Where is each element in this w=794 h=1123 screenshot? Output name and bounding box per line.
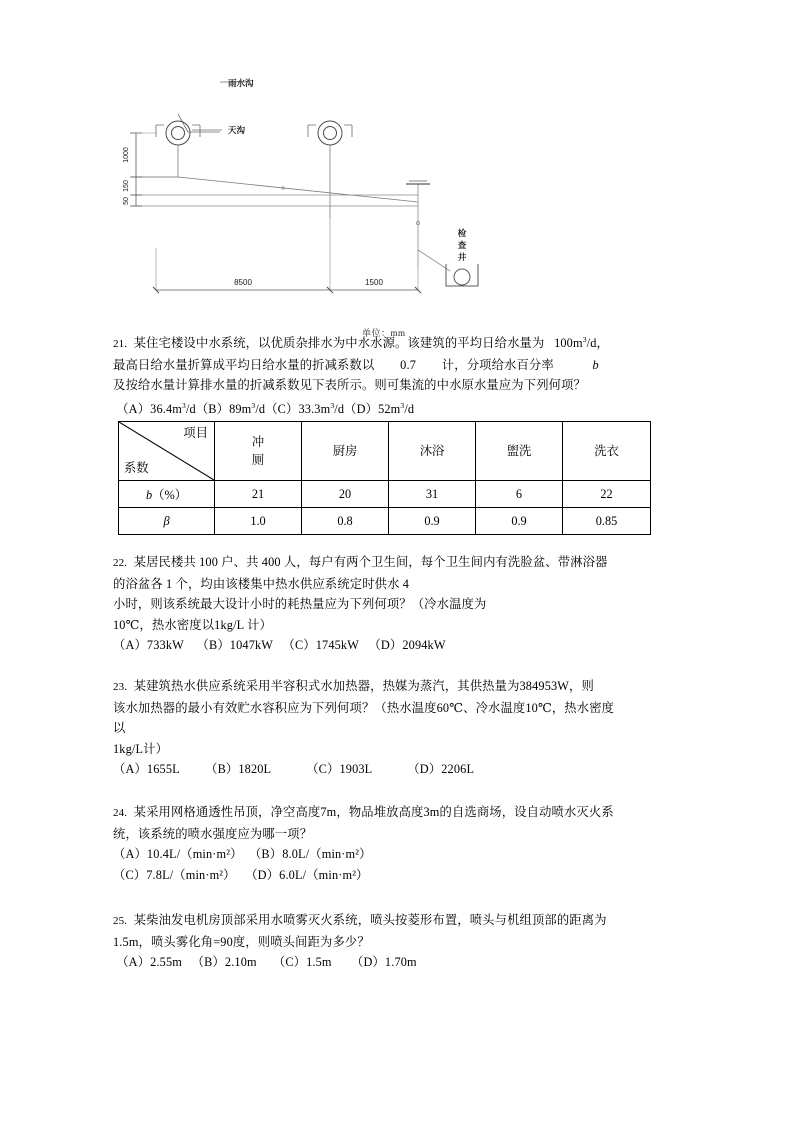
row-label-b: b（%）: [119, 481, 215, 508]
table-corner-cell: [119, 422, 215, 481]
q23-line-2: 该水加热器的最小有效贮水容积应为下列何项？（热水温度60℃、冷水温度10℃，热水密度: [113, 700, 615, 715]
table-corner-item-label: 项目: [183, 426, 208, 440]
question-21: [113, 330, 693, 420]
question-22: [113, 552, 693, 656]
table-header-guanxi: 盥洗: [476, 422, 563, 481]
cell-beta-guanxi: 0.9: [476, 508, 563, 535]
coefficient-table: [118, 421, 651, 535]
question-24: [113, 802, 693, 885]
q22-number: 22.: [113, 557, 128, 569]
table-header-chufang: 厨房: [302, 422, 389, 481]
q22-line-3: 小时，则该系统最大设计小时的耗热量应为下列何项？（冷水温度为: [113, 597, 487, 612]
cell-beta-chongce: 1.0: [215, 508, 302, 535]
q22-text-1: 某居民楼共 100 户、共 400 人，每户有两个卫生间，每个卫生间内有洗脸盆、带淋浴器: [133, 555, 608, 569]
q21-line-1: [113, 330, 693, 355]
cell-b-chufang: 20: [302, 481, 389, 508]
dim-1500: 1500: [365, 278, 383, 287]
label-sky-gutter: 天沟: [228, 125, 246, 135]
table-header-chongce: 冲 厕: [215, 422, 302, 481]
q24-line-1: [113, 802, 693, 824]
cell-beta-xiyi: 0.85: [563, 508, 651, 535]
table-row: [119, 481, 651, 508]
q21-line-3: 及按给水量计算排水量的折减系数见下表所示。则可集流的中水原水量应为下列何项？: [113, 378, 586, 393]
q21-line-2: 最高日给水量折算成平均日给水量的折减系数以 0.7 计，分项给水百分率 b: [113, 357, 599, 372]
dim-50: 50: [123, 197, 130, 205]
label-inspection-well-2: 查: [457, 240, 467, 250]
q25-line-2: 1.5m，喷头雾化角=90度，则喷头间距为多少？: [113, 934, 370, 949]
q23-options: （A）1655L （B）1820L （C）1903L （D）2206L: [113, 762, 475, 777]
cell-beta-muyu: 0.9: [389, 508, 476, 535]
cell-b-muyu: 31: [389, 481, 476, 508]
table-header-row: [119, 422, 651, 481]
q22-options: （A）733kW （B）1047kW （C）1745kW （D）2094kW: [113, 638, 446, 653]
cell-b-guanxi: 6: [476, 481, 563, 508]
dim-1000: 1000: [123, 147, 130, 163]
label-inspection-well-3: 井: [457, 252, 467, 262]
q24-options-2: （C）7.8L/（min·m²） （D）6.0L/（min·m²）: [113, 867, 369, 882]
label-rain-gutter: 雨水沟: [228, 78, 254, 88]
table-row: [119, 508, 651, 535]
label-inspection-well-1: 检: [457, 228, 467, 238]
table-corner-coef-label: 系数: [124, 461, 149, 475]
dim-8500: 8500: [234, 278, 252, 287]
q23-line-1: [113, 676, 693, 698]
q24-options-1: （A）10.4L/（min·m²） （B）8.0L/（min·m²）: [113, 847, 372, 862]
q21-options: $(A)36.4m^3/d(B)89m^3/d(C)33.3m^3/d(D)52m^3/d$: [113, 400, 415, 416]
q24-line-2: 统，该系统的喷水强度应为哪一项？: [113, 826, 313, 841]
q25-text-1: 某柴油发电机房顶部采用水喷雾灭火系统，喷头按菱形布置，喷头与机组顶部的距离为: [133, 913, 607, 927]
question-25: [113, 910, 693, 973]
q23-line-3: 以: [113, 721, 126, 736]
q25-options-text: （A）2.55m （B）2.10m （C）1.5m （D）1.70m: [116, 955, 417, 970]
q22-line-4: 10℃，热水密度以1kg/L 计）: [113, 617, 272, 632]
drainage-figure: [110, 58, 530, 338]
dim-150: 150: [123, 180, 130, 192]
row-label-beta: β: [119, 508, 215, 535]
q25-number: 25.: [113, 915, 128, 927]
q22-line-1: [113, 552, 693, 574]
q23-line-4: 1kg/L计）: [113, 741, 169, 756]
table-header-xiyi: 洗衣: [563, 422, 651, 481]
q23-text-1: 某建筑热水供应系统采用半容积式水加热器，热媒为蒸汽，其供热量为384953W，则: [133, 679, 594, 693]
figure-unit-note: 单位：mm: [362, 328, 406, 338]
q21-text-1: 某住宅楼设中水系统，以优质杂排水为中水水源。该建筑的平均日给水量为 $100m^3/d$，: [133, 335, 609, 351]
q24-number: 24.: [113, 807, 128, 819]
question-23: [113, 676, 693, 780]
q21-number: 21.: [113, 338, 128, 351]
q25-options: [113, 952, 693, 973]
coefficient-table-wrap: [118, 421, 650, 535]
q23-number: 23.: [113, 681, 128, 693]
cell-b-xiyi: 22: [563, 481, 651, 508]
q25-line-1: [113, 910, 693, 932]
table-header-muyu: 沐浴: [389, 422, 476, 481]
q22-line-2: 的浴盆各 1 个，均由该楼集中热水供应系统定时供水 4: [113, 576, 410, 591]
q24-text-1: 某采用网格通透性吊顶，净空高度7m，物品堆放高度3m的自选商场，设自动喷水灭火系: [133, 805, 614, 819]
cell-b-chongce: 21: [215, 481, 302, 508]
cell-beta-chufang: 0.8: [302, 508, 389, 535]
